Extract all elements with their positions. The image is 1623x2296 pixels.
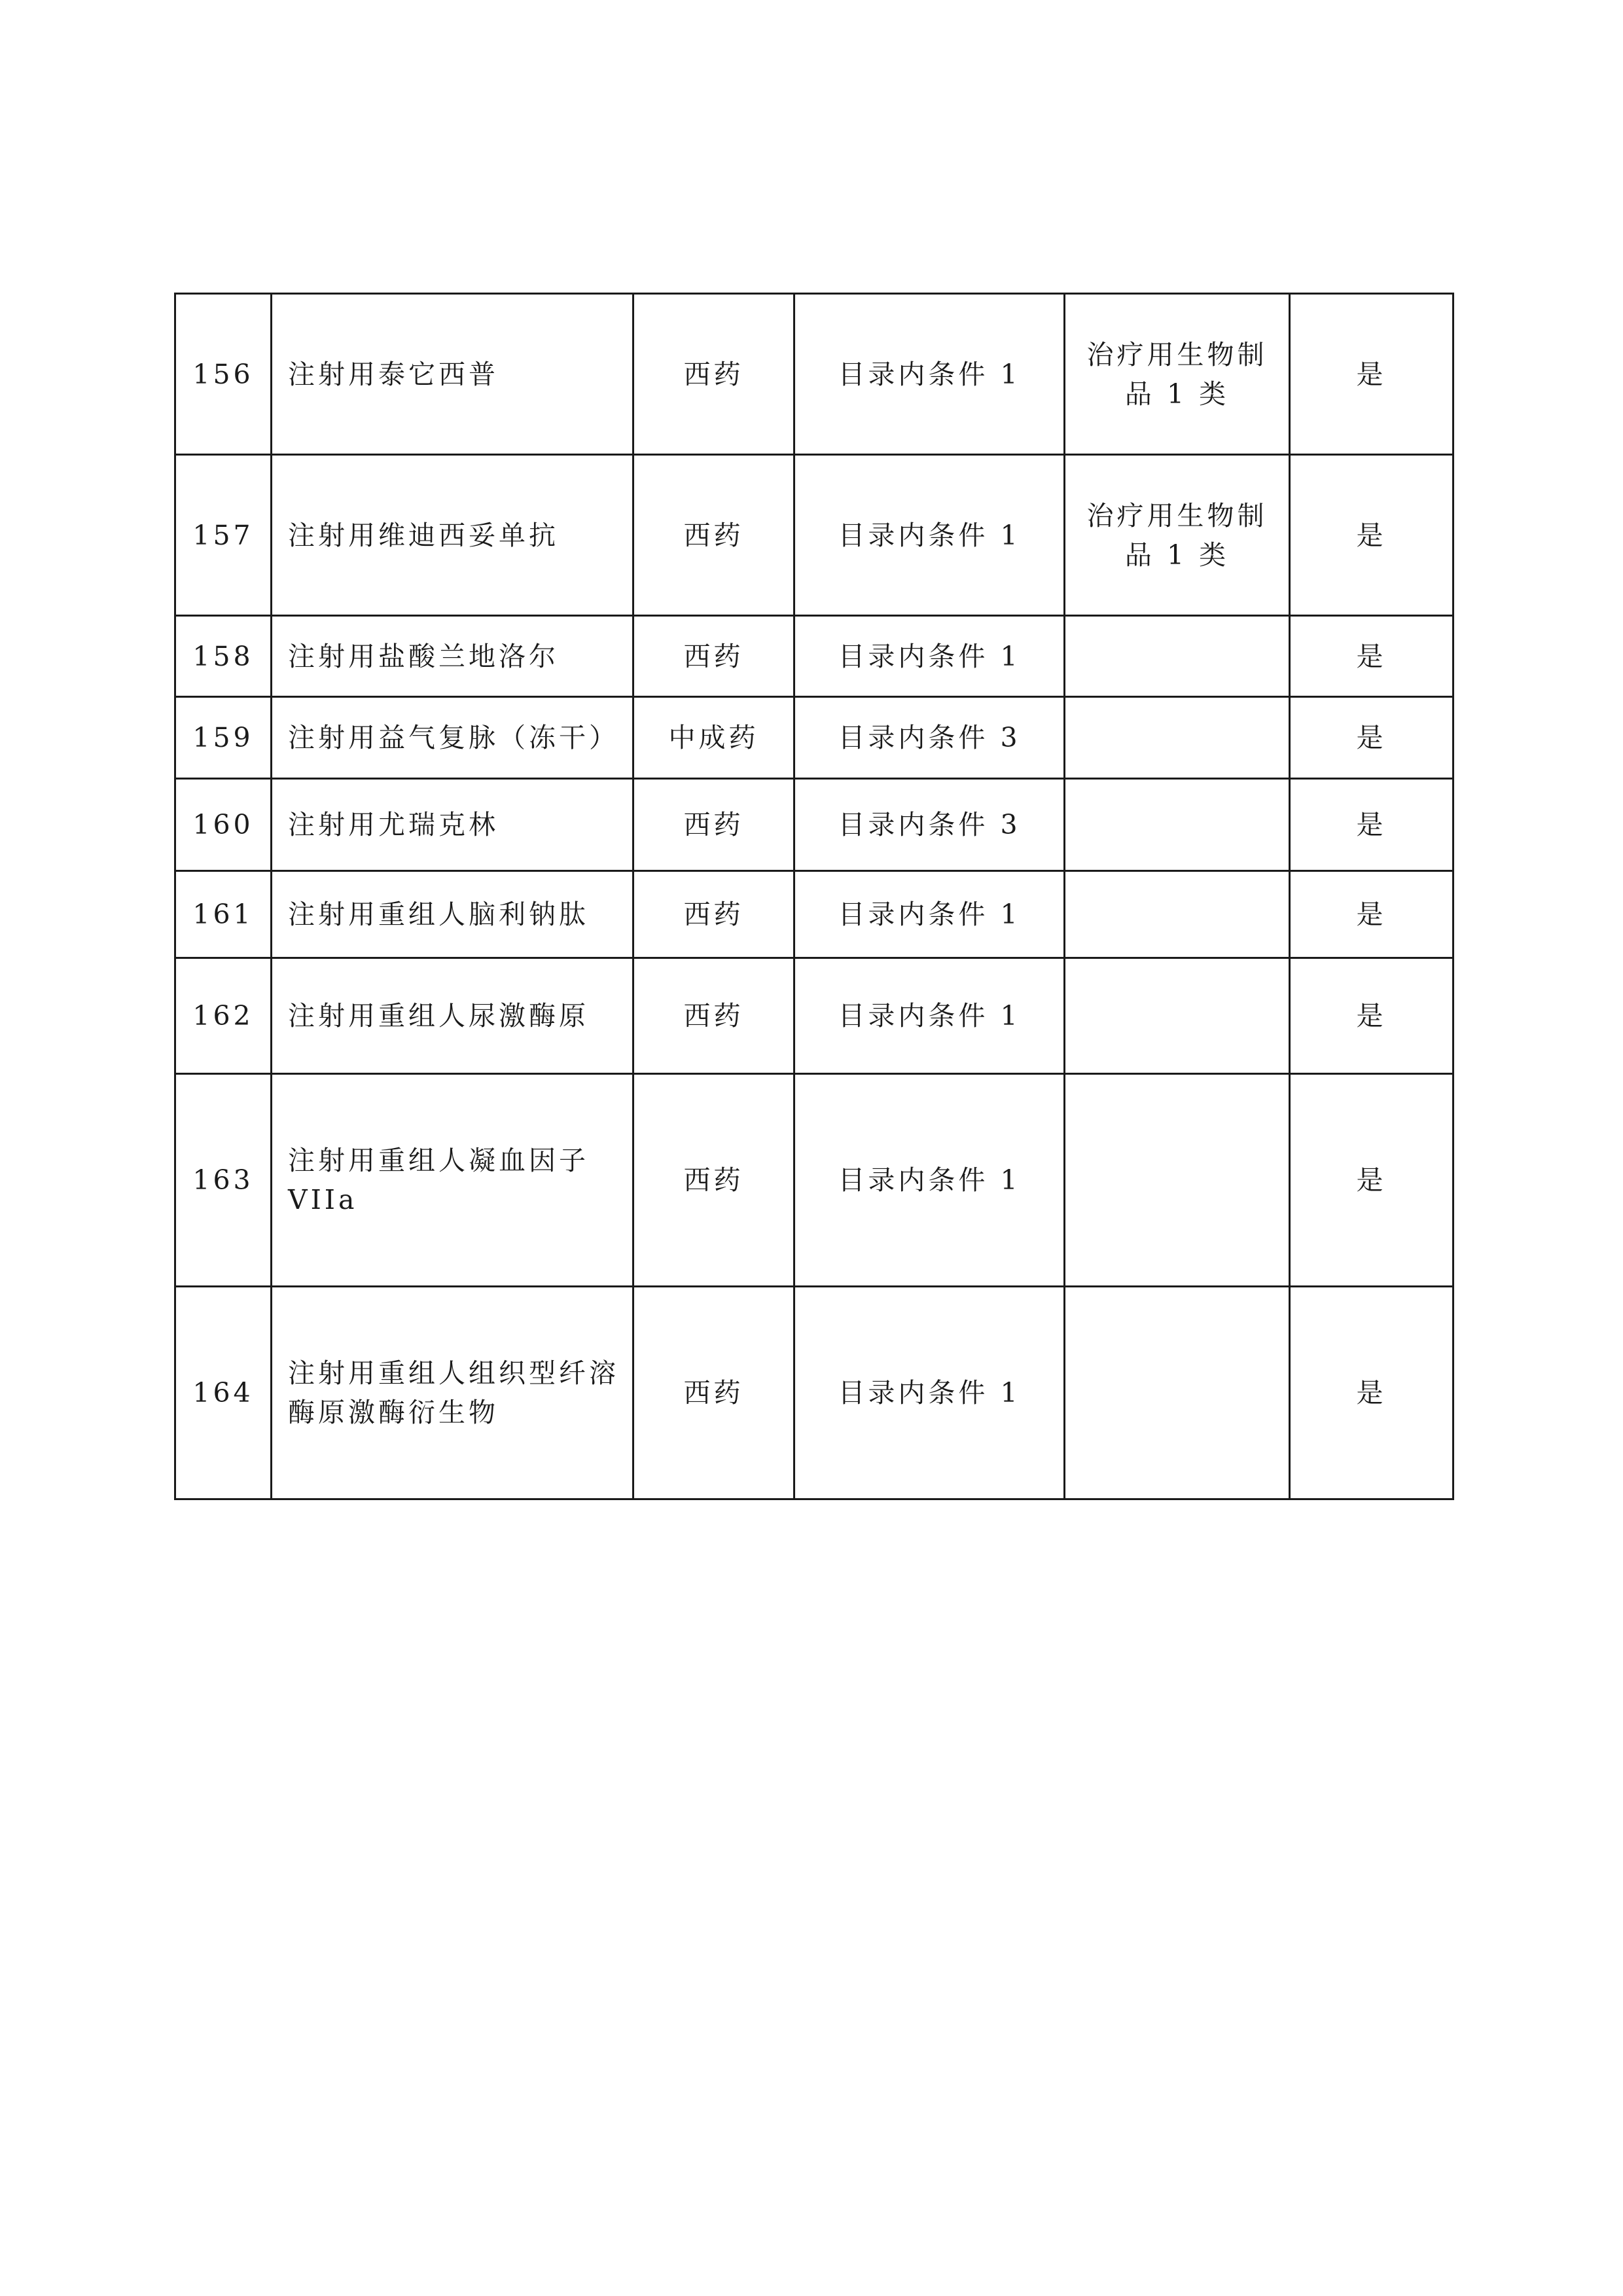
registration-category [1065, 616, 1290, 697]
row-number: 156 [175, 294, 272, 455]
drug-type: 西药 [633, 616, 794, 697]
drug-type: 西药 [633, 455, 794, 616]
registration-category [1065, 1287, 1290, 1499]
row-number: 161 [175, 871, 272, 958]
drug-name: 注射用泰它西普 [272, 294, 633, 455]
table-row [175, 779, 1454, 871]
drug-name: 注射用尤瑞克林 [272, 779, 633, 871]
drug-name: 注射用盐酸兰地洛尔 [272, 616, 633, 697]
drug-name: 注射用重组人组织型纤溶酶原激酶衍生物 [272, 1287, 633, 1499]
catalog-condition: 目录内条件 3 [794, 779, 1065, 871]
row-number: 158 [175, 616, 272, 697]
flag-value: 是 [1290, 1074, 1454, 1287]
catalog-condition: 目录内条件 1 [794, 455, 1065, 616]
row-number: 159 [175, 697, 272, 779]
registration-category [1065, 779, 1290, 871]
drug-type: 西药 [633, 294, 794, 455]
table-row [175, 616, 1454, 697]
row-number: 164 [175, 1287, 272, 1499]
catalog-condition: 目录内条件 1 [794, 294, 1065, 455]
drug-name: 注射用维迪西妥单抗 [272, 455, 633, 616]
drug-type: 西药 [633, 1287, 794, 1499]
drug-type: 西药 [633, 958, 794, 1074]
registration-category [1065, 1074, 1290, 1287]
registration-category [1065, 697, 1290, 779]
flag-value: 是 [1290, 1287, 1454, 1499]
table-row [175, 871, 1454, 958]
table-row [175, 294, 1454, 455]
drug-name: 注射用重组人尿激酶原 [272, 958, 633, 1074]
flag-value: 是 [1290, 779, 1454, 871]
table-row [175, 697, 1454, 779]
drug-name: 注射用重组人脑利钠肽 [272, 871, 633, 958]
flag-value: 是 [1290, 871, 1454, 958]
drug-name: 注射用重组人凝血因子VIIa [272, 1074, 633, 1287]
registration-category: 治疗用生物制品 1 类 [1065, 455, 1290, 616]
catalog-condition: 目录内条件 1 [794, 871, 1065, 958]
flag-value: 是 [1290, 455, 1454, 616]
drug-type: 西药 [633, 1074, 794, 1287]
table-row [175, 1287, 1454, 1499]
table-row [175, 455, 1454, 616]
row-number: 157 [175, 455, 272, 616]
catalog-condition: 目录内条件 1 [794, 1287, 1065, 1499]
registration-category [1065, 871, 1290, 958]
table-row [175, 1074, 1454, 1287]
row-number: 163 [175, 1074, 272, 1287]
flag-value: 是 [1290, 697, 1454, 779]
registration-category: 治疗用生物制品 1 类 [1065, 294, 1290, 455]
drug-type: 西药 [633, 871, 794, 958]
catalog-condition: 目录内条件 1 [794, 1074, 1065, 1287]
catalog-condition: 目录内条件 1 [794, 616, 1065, 697]
drug-name: 注射用益气复脉（冻干） [272, 697, 633, 779]
drug-type: 中成药 [633, 697, 794, 779]
drug-list-table [174, 293, 1454, 1500]
row-number: 160 [175, 779, 272, 871]
registration-category [1065, 958, 1290, 1074]
row-number: 162 [175, 958, 272, 1074]
catalog-condition: 目录内条件 1 [794, 958, 1065, 1074]
catalog-condition: 目录内条件 3 [794, 697, 1065, 779]
flag-value: 是 [1290, 294, 1454, 455]
drug-type: 西药 [633, 779, 794, 871]
flag-value: 是 [1290, 616, 1454, 697]
flag-value: 是 [1290, 958, 1454, 1074]
table-row [175, 958, 1454, 1074]
